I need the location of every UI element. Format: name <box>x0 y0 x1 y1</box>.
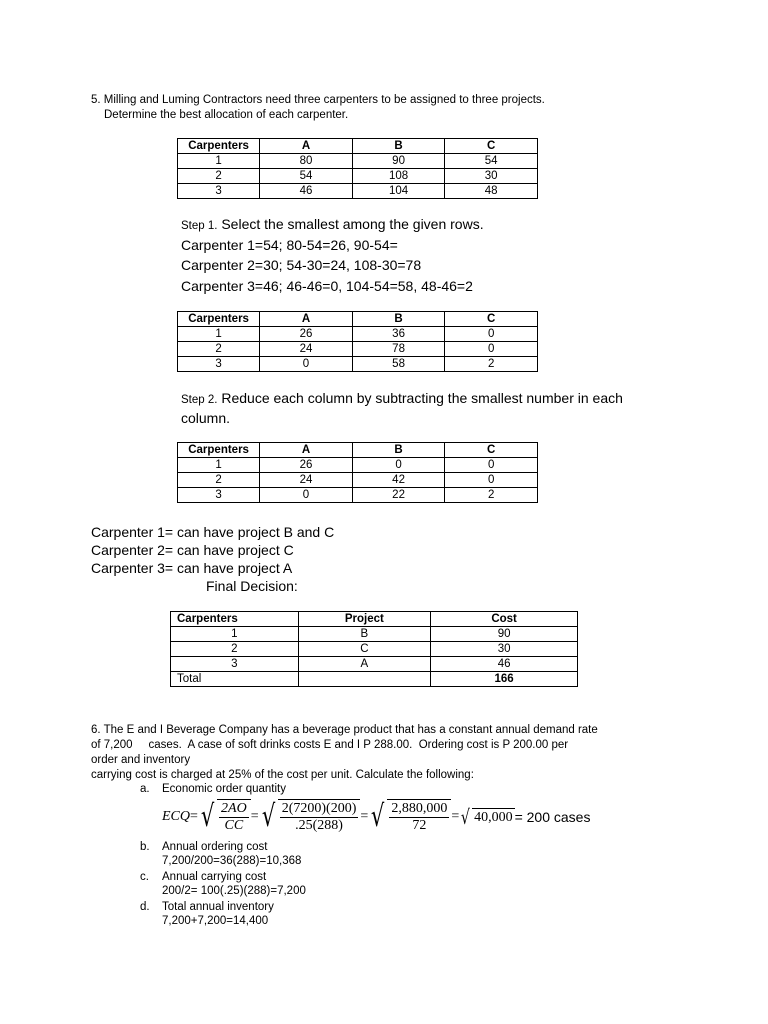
item-a-title: Economic order quantity <box>162 783 287 795</box>
cell: 3 <box>178 184 260 199</box>
cell: 90 <box>352 154 445 169</box>
frac-3 <box>387 799 451 834</box>
item-d-calc: 7,200+7,200=14,400 <box>162 915 269 927</box>
cell: 90 <box>431 627 578 642</box>
cell: 78 <box>352 342 445 357</box>
radical-icon: √ <box>200 798 215 834</box>
item-c-title: Annual carrying cost <box>162 871 267 883</box>
cell: 0 <box>445 458 538 473</box>
cell: 0 <box>260 488 353 503</box>
cell: 30 <box>431 642 578 657</box>
col-header-c: C <box>445 443 538 458</box>
sqrt-4 <box>459 802 514 832</box>
cell: 54 <box>445 154 538 169</box>
step2-text: Reduce each column by subtracting the smallest number in each <box>221 390 623 406</box>
sqrt-1 <box>198 799 251 834</box>
table-row <box>171 627 578 642</box>
cell: 2 <box>445 357 538 372</box>
cell: C <box>298 642 431 657</box>
item-c-calc: 200/2= 100(.25)(288)=7,200 <box>162 885 306 897</box>
step1-heading <box>181 214 484 236</box>
col-header-cost: Cost <box>431 612 578 627</box>
formula-equals: = <box>360 808 369 824</box>
formula-equals: = <box>451 808 460 824</box>
radical-icon: √ <box>461 804 471 829</box>
eoq-formula <box>162 799 590 834</box>
cell: 1 <box>178 154 260 169</box>
assignment-line-3: Carpenter 3= can have project A <box>91 560 293 576</box>
assignment-line-2: Carpenter 2= can have project C <box>91 542 294 558</box>
frac-2-num: 2(7200)(200) <box>281 801 357 816</box>
cell: 0 <box>445 327 538 342</box>
table-row <box>178 154 538 169</box>
cell: 2 <box>178 473 260 488</box>
cell: A <box>298 657 431 672</box>
step2-tag: Step 2. <box>181 394 218 406</box>
col-header-project: Project <box>298 612 431 627</box>
cell: 36 <box>352 327 445 342</box>
item-c-label: c. <box>140 871 149 883</box>
item-a-label: a. <box>140 783 150 795</box>
radical-icon: √ <box>371 798 385 834</box>
cell: 46 <box>260 184 353 199</box>
step1-tag: Step 1. <box>181 220 218 232</box>
frac-1 <box>217 799 251 834</box>
col-header-a: A <box>260 139 353 154</box>
total-label: Total <box>171 672 299 687</box>
item-d-label: d. <box>140 901 150 913</box>
sqrt-3 <box>368 799 451 834</box>
cell: 3 <box>178 488 260 503</box>
frac-3-den: 72 <box>412 818 427 833</box>
table-row <box>178 473 538 488</box>
table-row <box>178 327 538 342</box>
step1-text: Select the smallest among the given rows. <box>221 216 484 232</box>
table-final-decision <box>170 611 578 687</box>
item-b-label: b. <box>140 841 150 853</box>
cell: 0 <box>445 473 538 488</box>
step1-line-2: Carpenter 2=30; 54-30=24, 108-30=78 <box>181 257 422 273</box>
frac-3-num: 2,880,000 <box>391 801 448 816</box>
cell: 0 <box>260 357 353 372</box>
problem6-line3: order and inventory <box>91 754 191 766</box>
cell: 46 <box>431 657 578 672</box>
frac-1-den: CC <box>224 818 244 833</box>
col-header-b: B <box>352 312 445 327</box>
col-header-a: A <box>260 312 353 327</box>
step1-line-3: Carpenter 3=46; 46-46=0, 104-54=58, 48-46=2 <box>181 278 473 294</box>
cell: 42 <box>352 473 445 488</box>
table-row <box>178 342 538 357</box>
cell: 22 <box>352 488 445 503</box>
table-column-reduced <box>177 442 538 503</box>
problem5-header-line2: Determine the best allocation of each carpenter. <box>104 109 349 121</box>
total-row <box>171 672 578 687</box>
item-d-title: Total annual inventory <box>162 901 274 913</box>
col-header-carpenters: Carpenters <box>178 312 260 327</box>
cell: 24 <box>260 473 353 488</box>
frac-1-num: 2AO <box>221 801 247 816</box>
cell: 24 <box>260 342 353 357</box>
cell: 1 <box>171 627 299 642</box>
radical-icon: √ <box>261 798 275 834</box>
formula-equals: = <box>250 808 259 824</box>
col-header-c: C <box>445 139 538 154</box>
cell: 26 <box>260 327 353 342</box>
table-row-reduced <box>177 311 538 372</box>
table-row <box>178 184 538 199</box>
problem6-line1: 6. The E and I Beverage Company has a beverage product that has a constant annual demand rate <box>91 724 598 736</box>
table-row <box>178 357 538 372</box>
cell: 1 <box>178 327 260 342</box>
formula-equals: = <box>190 808 198 824</box>
cell: 30 <box>445 169 538 184</box>
cell: 108 <box>352 169 445 184</box>
cell: 2 <box>171 642 299 657</box>
col-header-carpenters: Carpenters <box>178 139 260 154</box>
table-row <box>178 169 538 184</box>
formula-result: = 200 cases <box>514 808 591 825</box>
cell: 54 <box>260 169 353 184</box>
final-decision-label: Final Decision: <box>206 578 298 594</box>
col-header-carpenters: Carpenters <box>178 443 260 458</box>
sqrt-2 <box>259 799 361 834</box>
item-b-title: Annual ordering cost <box>162 841 268 853</box>
problem6-line4: carrying cost is charged at 25% of the cost per unit. Calculate the following: <box>91 769 474 781</box>
cell: 80 <box>260 154 353 169</box>
cell: 2 <box>178 342 260 357</box>
table-row <box>178 488 538 503</box>
item-b-calc: 7,200/200=36(288)=10,368 <box>162 855 302 867</box>
cell <box>298 672 431 687</box>
col-header-c: C <box>445 312 538 327</box>
frac-2 <box>278 799 361 834</box>
step2-text-line2: column. <box>181 410 231 426</box>
cell: 48 <box>445 184 538 199</box>
table-row <box>171 657 578 672</box>
table-initial-costs <box>177 138 538 199</box>
step2-heading <box>181 388 623 410</box>
col-header-carpenters: Carpenters <box>171 612 299 627</box>
cell: B <box>298 627 431 642</box>
cell: 104 <box>352 184 445 199</box>
cell: 2 <box>445 488 538 503</box>
col-header-a: A <box>260 443 353 458</box>
cell: 1 <box>178 458 260 473</box>
cell: 58 <box>352 357 445 372</box>
cell: 3 <box>171 657 299 672</box>
col-header-b: B <box>352 139 445 154</box>
col-header-b: B <box>352 443 445 458</box>
table-row <box>178 458 538 473</box>
cell: 3 <box>178 357 260 372</box>
step1-line-1: Carpenter 1=54; 80-54=26, 90-54= <box>181 237 398 253</box>
cell: 26 <box>260 458 353 473</box>
table-row <box>171 642 578 657</box>
problem6-line2: of 7,200 cases. A case of soft drinks costs E and I P 288.00. Ordering cost is P 200.00 per <box>91 739 569 751</box>
assignment-line-1: Carpenter 1= can have project B and C <box>91 524 335 540</box>
cell: 2 <box>178 169 260 184</box>
frac-2-den: .25(288) <box>295 818 343 833</box>
cell: 0 <box>352 458 445 473</box>
total-value: 166 <box>431 672 578 687</box>
problem5-header-line1: 5. Milling and Luming Contractors need three carpenters to be assigned to three projects. <box>91 94 545 106</box>
formula-lhs: ECQ <box>162 808 190 824</box>
cell: 0 <box>445 342 538 357</box>
sqrt-4-value: 40,000 <box>474 809 513 825</box>
